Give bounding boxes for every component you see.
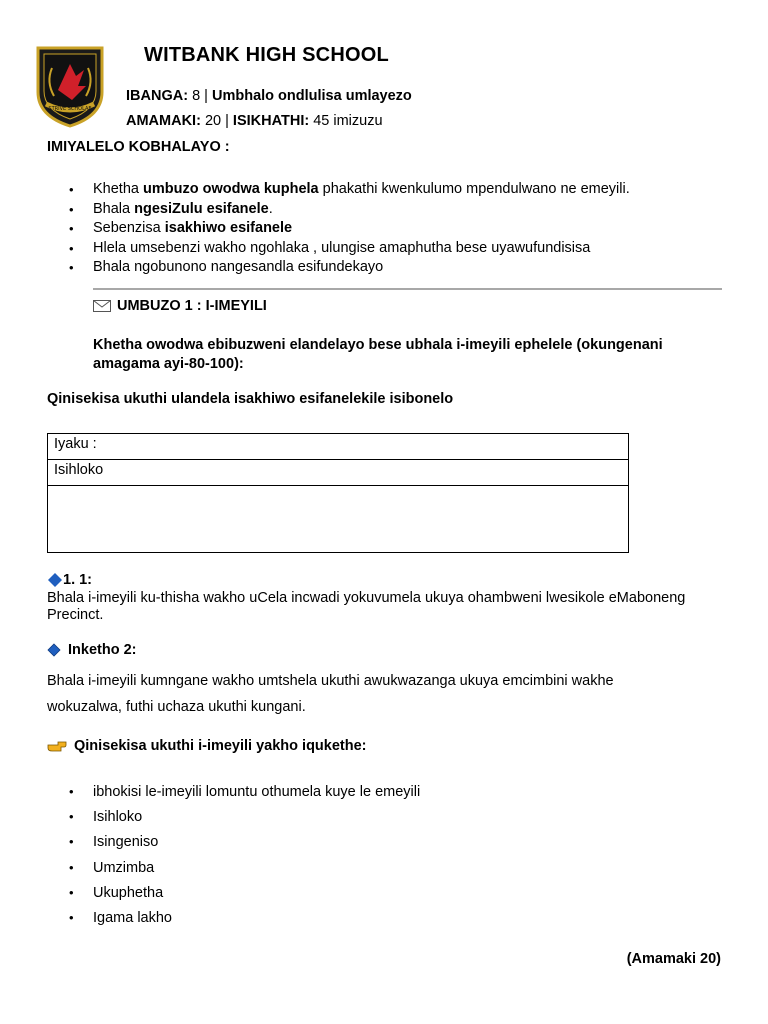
separator: | (204, 88, 208, 104)
question1-title: UMBUZO 1 : I-IMEYILI (117, 298, 267, 314)
school-name: WITBANK HIGH SCHOOL (144, 44, 389, 66)
diamond-icon (47, 643, 61, 657)
checklist-heading (47, 738, 367, 754)
option1-label: 1. 1: (63, 572, 93, 588)
school-crest-logo (32, 42, 108, 128)
instruction-item: • Bhala ngobunono nangesandla esifundekayo (47, 258, 630, 278)
grade-task-line (126, 88, 412, 104)
grade-value: 8 (192, 88, 201, 104)
section-divider (93, 288, 722, 290)
grade-label: IBANGA: (126, 88, 189, 104)
checklist-item: • Isihloko (47, 808, 420, 833)
marks-time-line (126, 113, 383, 129)
total-marks: (Amamaki 20) (626, 951, 721, 967)
option1-text: Bhala i-imeyili ku-thisha wakho uCela incwadi yokuvumela ukuya ohambweni lwesikole eMaboneng Precinct. (47, 590, 686, 623)
time-value: 45 imizuzu (313, 113, 383, 129)
body-row (48, 486, 628, 552)
checklist-title: Qinisekisa ukuthi i-imeyili yakho iqukethe: (74, 738, 367, 754)
marks-value: 20 (204, 113, 222, 129)
checklist-item: • Ukuphetha (47, 884, 420, 909)
checklist-item: • Igama lakho (47, 909, 420, 934)
question1-heading (93, 298, 267, 314)
structure-note: Qinisekisa ukuthi ulandela isakhiwo esifanelekile isibonelo (47, 391, 454, 407)
subject-row: Isihloko (48, 460, 628, 486)
option2-heading (47, 642, 136, 658)
instruction-item: • Sebenzisa isakhiwo esifanele (47, 219, 630, 239)
time-label: ISIKHATHI: (232, 113, 310, 129)
choose-instruction: Khetha owodwa ebibuzweni elandelayo bese ubhala i-imeyili ephelele (okungenani amagama ayi-80-100): (93, 337, 663, 372)
checklist-item: • ibhokisi le-imeyili lomuntu othumela kuye le emeyili (47, 783, 420, 808)
option2-label: Inketho 2: (68, 642, 137, 658)
instruction-item: • Khetha umbuzo owodwa kuphela phakathi kwenkulumo mpendulwano ne emeyili. (47, 180, 630, 200)
instruction-item: • Bhala ngesiZulu esifanele. (47, 200, 630, 220)
email-format-table (47, 433, 629, 553)
option1-heading (47, 572, 92, 588)
checklist-item: • Isingeniso (47, 833, 420, 858)
instructions-heading: IMIYALELO KOBHALAYO : (47, 139, 230, 155)
instruction-item: • Hlela umsebenzi wakho ngohlaka , ulungise amaphutha bese uyawufundisisa (47, 239, 630, 259)
option2-text: Bhala i-imeyili kumngane wakho umtshela ukuthi awukwazanga ukuya emcimbini wakhe wokuzalwa, futhi uchaza ukuthi kungani. (47, 673, 614, 715)
envelope-icon (93, 300, 111, 312)
separator: | (225, 113, 229, 129)
marks-label: AMAMAKI: (126, 113, 201, 129)
task-title: Umbhalo ondlulisa umlayezo (211, 88, 412, 104)
checklist-item: • Umzimba (47, 859, 420, 884)
to-row: Iyaku : (48, 434, 628, 460)
instructions-list (47, 180, 630, 278)
svg-text:STRIVE SCHOLAE: STRIVE SCHOLAE (48, 106, 92, 112)
diamond-icon (47, 572, 63, 588)
pointing-hand-icon (47, 739, 67, 753)
checklist-list (47, 783, 420, 934)
